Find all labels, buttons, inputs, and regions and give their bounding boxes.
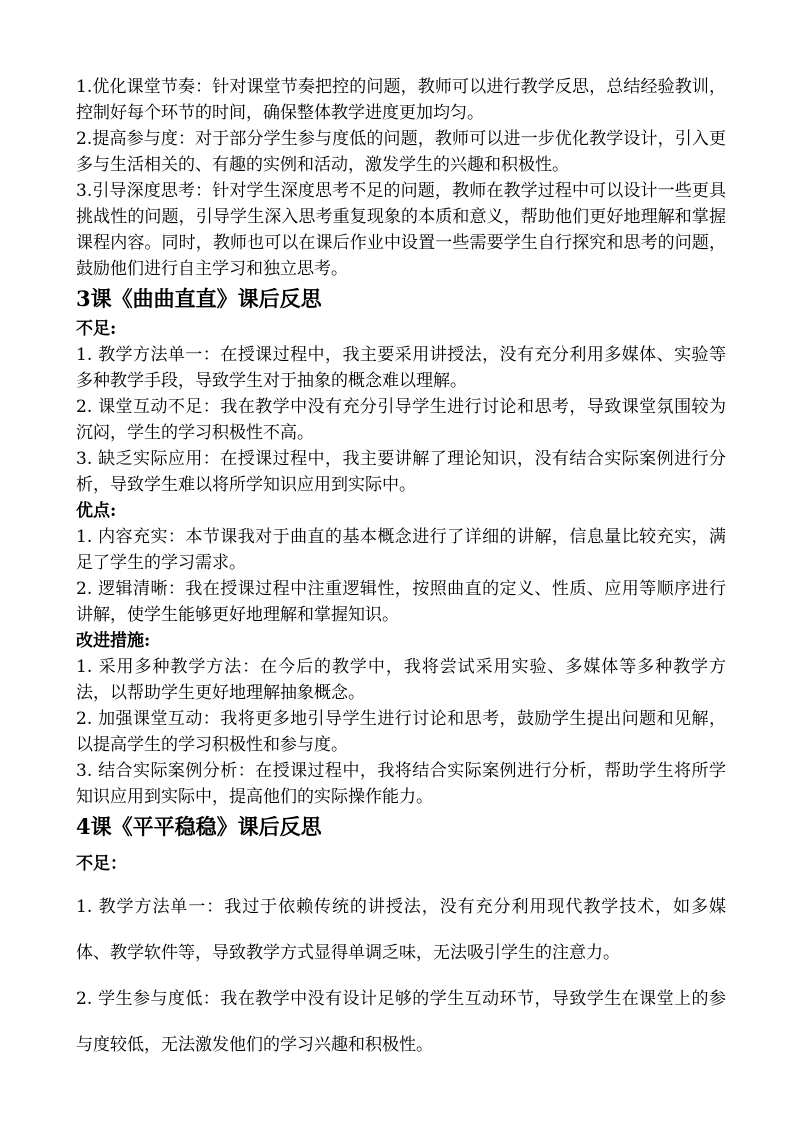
intro-paragraph-2: 2.提高参与度：对于部分学生参与度低的问题，教师可以进一步优化教学设计，引入更多与生活相关的、有趣的实例和活动，激发学生的兴趣和积极性。 [76,129,726,175]
lesson3-improvement-3: 3. 结合实际案例分析：在授课过程中，我将结合实际案例进行分析，帮助学生将所学知识应用到实际中，提高他们的实际操作能力。 [76,761,726,807]
lesson4-shortcoming-2: 2. 学生参与度低：我在教学中没有设计足够的学生互动环节，导致学生在课堂上的参与度较低，无法激发他们的学习兴趣和积极性。 [76,989,726,1055]
intro-paragraph-1: 1.优化课堂节奏：针对课堂节奏把控的问题，教师可以进行教学反思，总结经验教训，控制好每个环节的时间，确保整体教学进度更加均匀。 [76,77,726,123]
lesson3-strength-2: 2. 逻辑清晰：我在授课过程中注重逻辑性，按照曲直的定义、性质、应用等顺序进行讲解，使学生能够更好地理解和掌握知识。 [76,579,726,625]
lesson4-section [76,844,726,1068]
lesson3-shortcoming-3: 3. 缺乏实际应用：在授课过程中，我主要讲解了理论知识，没有结合实际案例进行分析，导致学生难以将所学知识应用到实际中。 [76,449,726,495]
intro-paragraph-3: 3.引导深度思考：针对学生深度思考不足的问题，教师在教学过程中可以设计一些更具挑战性的问题，引导学生深入思考重复现象的本质和意义，帮助他们更好地理解和掌握课程内容。同时，教师也可以在课后作业中设置一些需要学生自行探究和思考的问题，鼓励他们进行自主学习和独立思考。 [76,181,726,279]
lesson3-improvements-label: 改进措施: [76,631,151,651]
lesson3-shortcoming-2: 2. 课堂互动不足：我在教学中没有充分引导学生进行讨论和思考，导致课堂氛围较为沉闷，学生的学习积极性不高。 [76,397,726,443]
lesson4-shortcoming-1: 1. 教学方法单一：我过于依赖传统的讲授法，没有充分利用现代教学技术，如多媒体、教学软件等，导致教学方式显得单调乏味，无法吸引学生的注意力。 [76,897,726,963]
lesson4-shortcomings-label: 不足： [76,854,127,874]
lesson3-heading: 3课《曲曲直直》课后反思 [76,286,322,311]
lesson3-strengths-label: 优点: [76,501,117,521]
lesson4-heading: 4课《平平稳稳》课后反思 [76,814,322,839]
lesson3-shortcoming-1: 1. 教学方法单一：在授课过程中，我主要采用讲授法，没有充分利用多媒体、实验等多种教学手段，导致学生对于抽象的概念难以理解。 [76,345,726,391]
document-page [76,74,726,1068]
lesson3-improvement-1: 1. 采用多种教学方法：在今后的教学中，我将尝试采用实验、多媒体等多种教学方法，以帮助学生更好地理解抽象概念。 [76,657,726,703]
lesson3-shortcomings-label: 不足: [76,319,117,339]
lesson3-strength-1: 1. 内容充实：本节课我对于曲直的基本概念进行了详细的讲解，信息量比较充实，满足了学生的学习需求。 [76,527,726,573]
lesson3-improvement-2: 2. 加强课堂互动：我将更多地引导学生进行讨论和思考，鼓励学生提出问题和见解，以提高学生的学习积极性和参与度。 [76,709,726,755]
